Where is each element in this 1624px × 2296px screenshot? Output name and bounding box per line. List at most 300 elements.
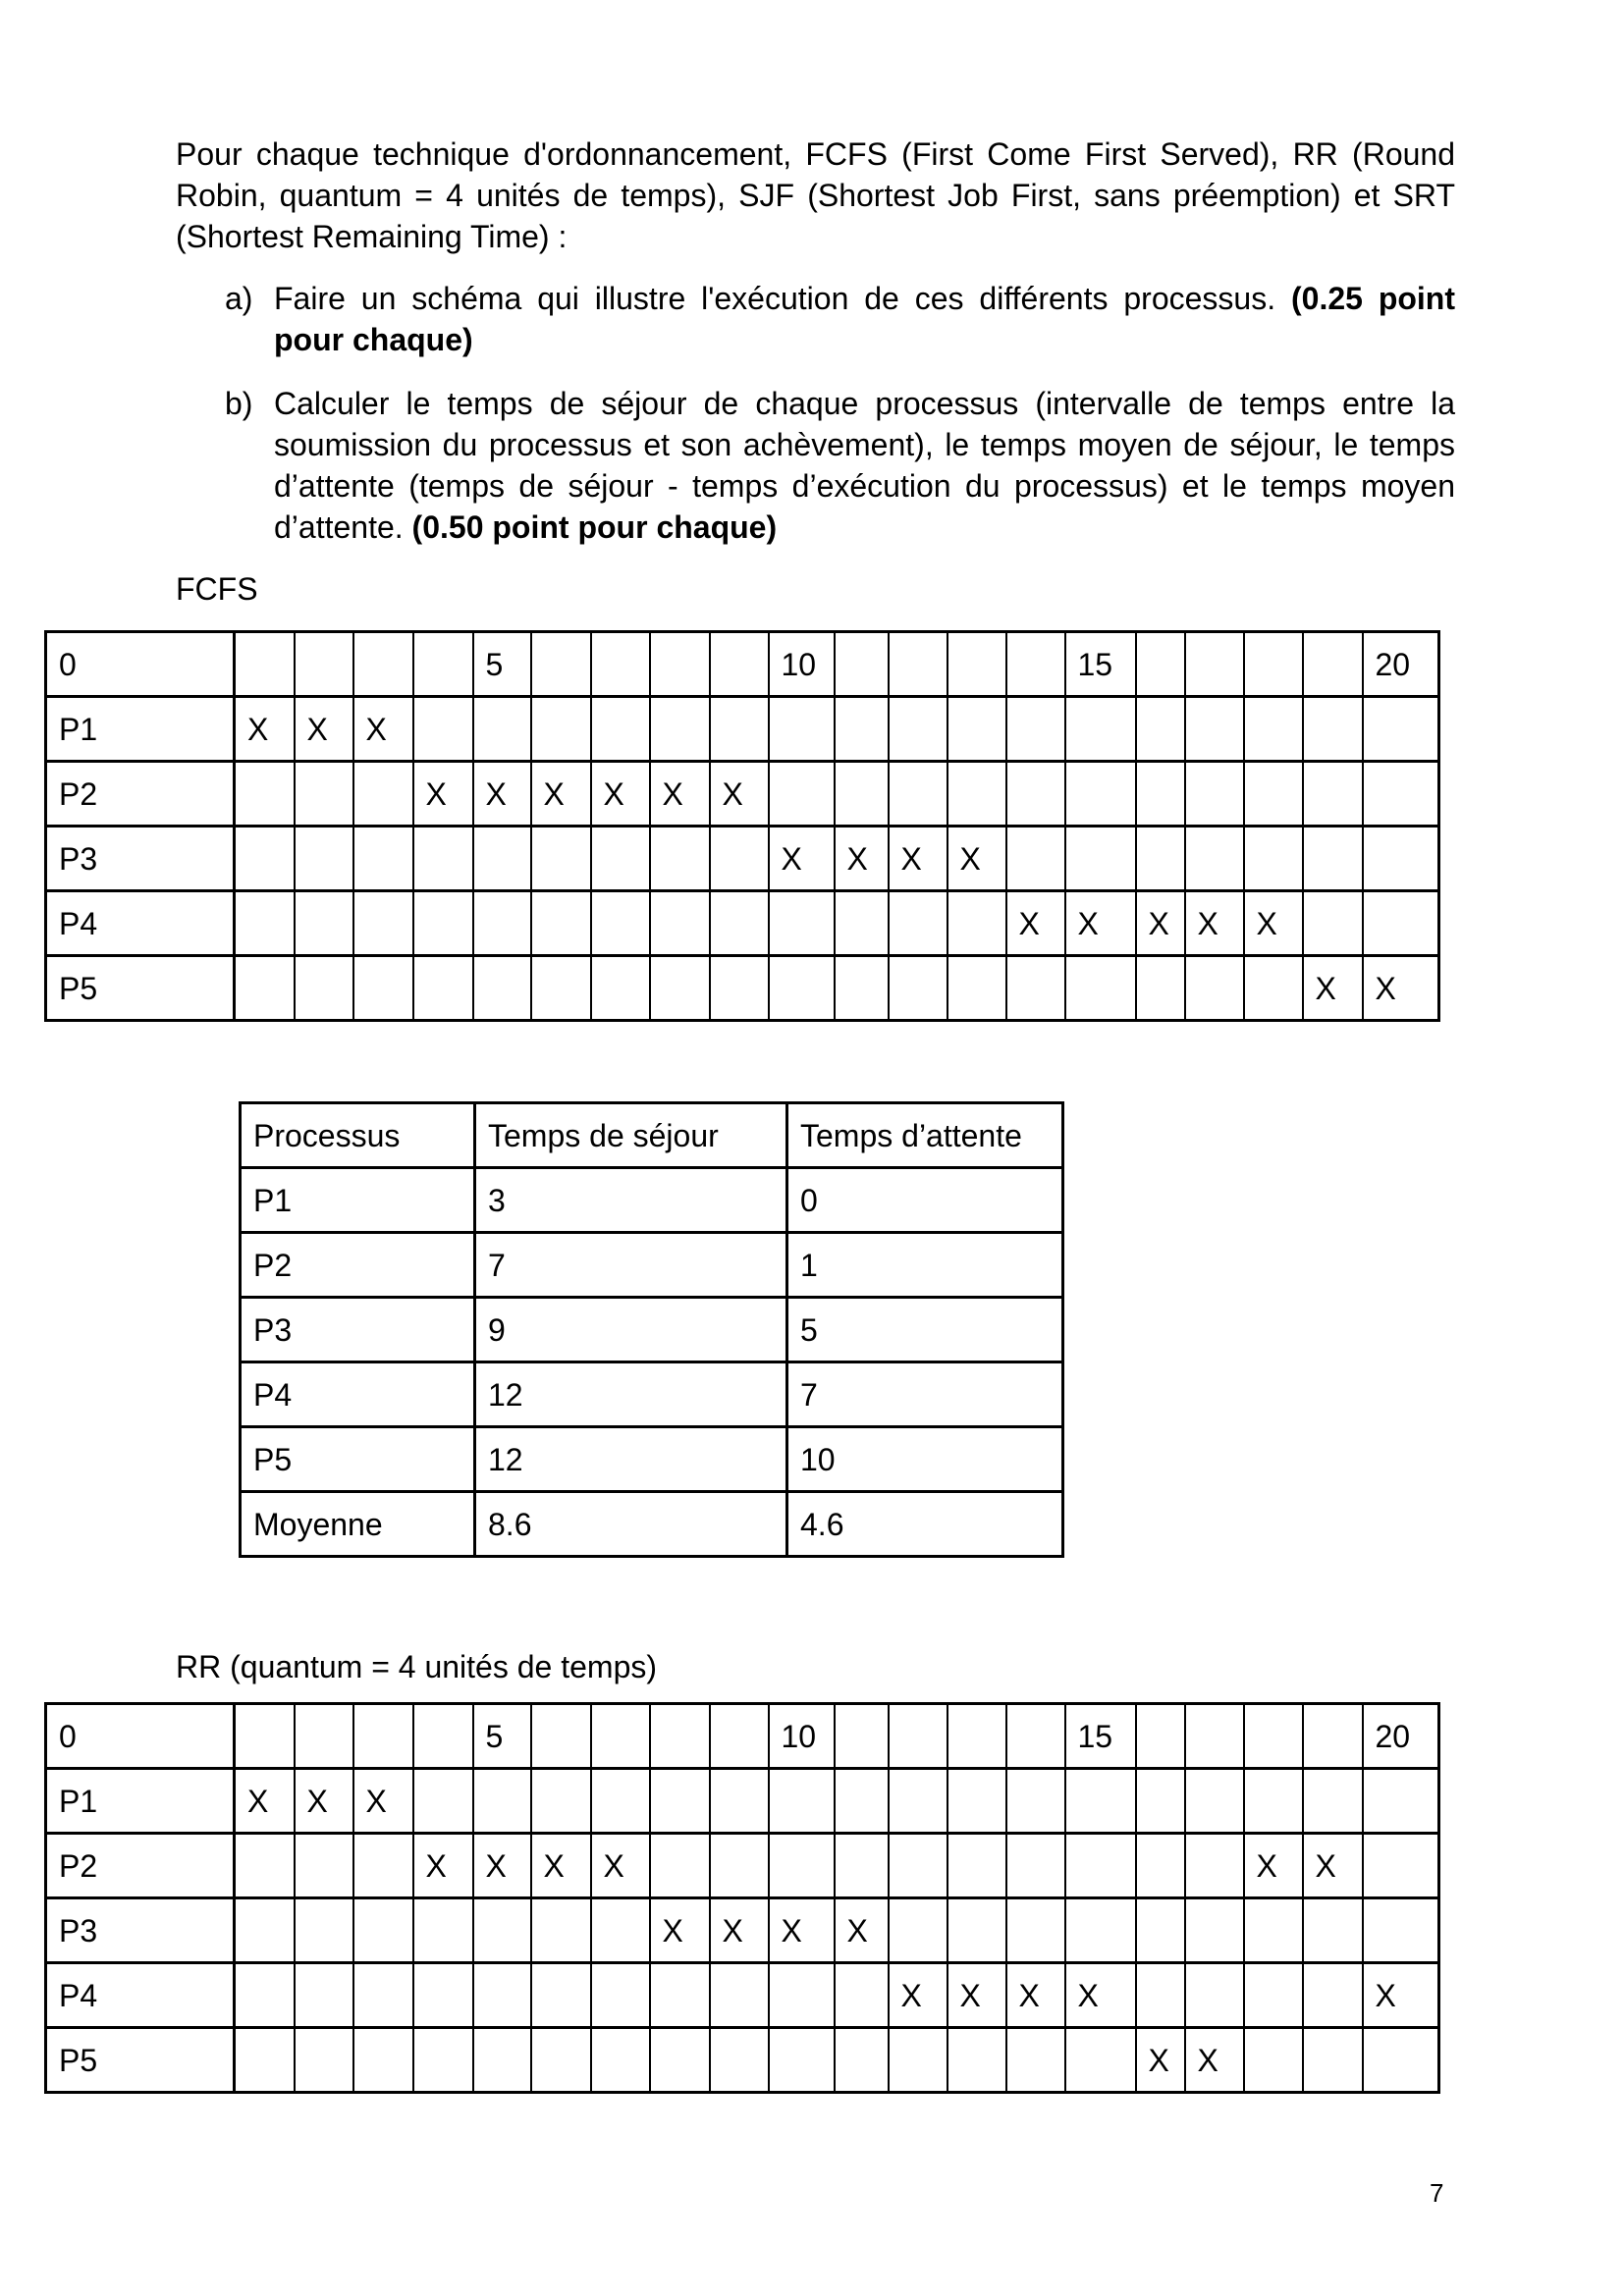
execution-cell [1136, 697, 1185, 762]
time-tick [591, 632, 650, 697]
question-b-points: (0.50 point pour chaque) [411, 509, 778, 545]
execution-cell [1363, 697, 1439, 762]
execution-cell [473, 891, 531, 956]
process-name: P2 [241, 1233, 475, 1298]
execution-cell [413, 956, 473, 1021]
time-tick [1006, 1704, 1065, 1769]
execution-cell [1006, 697, 1065, 762]
execution-cell [353, 827, 413, 891]
execution-cell [1303, 2028, 1363, 2093]
execution-cell: X [889, 827, 947, 891]
time-tick [591, 1704, 650, 1769]
execution-cell [1065, 1769, 1136, 1834]
execution-cell [295, 2028, 353, 2093]
execution-cell: X [1363, 1963, 1439, 2028]
time-tick [710, 632, 769, 697]
process-label: P3 [46, 827, 235, 891]
execution-cell [1363, 1769, 1439, 1834]
execution-cell [1244, 1898, 1303, 1963]
time-tick [835, 1704, 889, 1769]
execution-cell: X [295, 697, 353, 762]
execution-cell [413, 827, 473, 891]
execution-cell [1244, 1963, 1303, 2028]
time-tick: 5 [473, 1704, 531, 1769]
execution-cell: X [1065, 1963, 1136, 2028]
process-row [46, 956, 1439, 1021]
execution-cell [650, 2028, 710, 2093]
average-label: Moyenne [241, 1492, 475, 1557]
execution-cell: X [1136, 891, 1185, 956]
execution-cell [1006, 762, 1065, 827]
execution-cell: X [947, 827, 1006, 891]
time-tick [353, 632, 413, 697]
time-tick [295, 632, 353, 697]
execution-cell: X [1303, 956, 1363, 1021]
execution-cell [473, 956, 531, 1021]
execution-cell: X [473, 762, 531, 827]
time-tick [650, 1704, 710, 1769]
execution-cell [1136, 1769, 1185, 1834]
execution-cell [1303, 1769, 1363, 1834]
time-tick: 5 [473, 632, 531, 697]
process-label: P5 [46, 2028, 235, 2093]
execution-cell: X [413, 762, 473, 827]
execution-cell [1065, 1898, 1136, 1963]
time-tick [650, 632, 710, 697]
attente-value: 0 [787, 1168, 1063, 1233]
process-row [46, 2028, 1439, 2093]
execution-cell [353, 1834, 413, 1898]
execution-cell [835, 2028, 889, 2093]
execution-cell: X [710, 762, 769, 827]
results-header-row [241, 1103, 1063, 1168]
sejour-value: 12 [475, 1362, 787, 1427]
execution-cell [235, 1834, 295, 1898]
average-sejour: 8.6 [475, 1492, 787, 1557]
question-a-points: (0.25 point pour chaque) [274, 281, 1456, 357]
execution-cell [1185, 1898, 1244, 1963]
page-number: 7 [1430, 2178, 1444, 2208]
time-tick: 20 [1363, 632, 1439, 697]
time-tick [1303, 632, 1363, 697]
execution-cell [1303, 1898, 1363, 1963]
process-row [46, 697, 1439, 762]
process-row [46, 1834, 1439, 1898]
process-name: P1 [241, 1168, 475, 1233]
execution-cell [591, 2028, 650, 2093]
execution-cell [947, 956, 1006, 1021]
execution-cell [835, 1963, 889, 2028]
execution-cell [353, 1898, 413, 1963]
time-tick [1244, 632, 1303, 697]
header-temps-attente: Temps d’attente [787, 1103, 1063, 1168]
attente-value: 10 [787, 1427, 1063, 1492]
execution-cell: X [473, 1834, 531, 1898]
execution-cell [1185, 1834, 1244, 1898]
question-a-text: Faire un schéma qui illustre l'exécution de ces différents processus. [274, 281, 1291, 316]
process-label: P3 [46, 1898, 235, 1963]
time-tick [531, 1704, 591, 1769]
execution-cell [1006, 827, 1065, 891]
time-tick [531, 632, 591, 697]
average-attente: 4.6 [787, 1492, 1063, 1557]
time-tick [710, 1704, 769, 1769]
execution-cell [835, 1769, 889, 1834]
time-tick [295, 1704, 353, 1769]
header-processus: Processus [241, 1103, 475, 1168]
process-row [46, 762, 1439, 827]
execution-cell [473, 1898, 531, 1963]
execution-cell [295, 827, 353, 891]
fcfs-results-table [239, 1101, 1064, 1558]
question-a-body [274, 278, 1455, 360]
execution-cell: X [1006, 891, 1065, 956]
attente-value: 7 [787, 1362, 1063, 1427]
execution-cell [650, 697, 710, 762]
process-row [46, 1963, 1439, 2028]
execution-cell [889, 1834, 947, 1898]
execution-cell [889, 2028, 947, 2093]
execution-cell [531, 891, 591, 956]
rr-label: RR (quantum = 4 unités de temps) [176, 1649, 658, 1684]
execution-cell: X [889, 1963, 947, 2028]
question-b-body [274, 383, 1455, 548]
execution-cell [473, 2028, 531, 2093]
execution-cell [769, 762, 835, 827]
question-a-marker: a) [225, 281, 253, 316]
execution-cell [710, 827, 769, 891]
time-tick [1303, 1704, 1363, 1769]
execution-cell [591, 1769, 650, 1834]
time-tick [235, 1704, 295, 1769]
execution-cell [295, 1963, 353, 2028]
execution-cell [769, 1769, 835, 1834]
process-label: P5 [46, 956, 235, 1021]
table-row [241, 1362, 1063, 1427]
execution-cell [947, 1769, 1006, 1834]
execution-cell: X [531, 762, 591, 827]
execution-cell [650, 1769, 710, 1834]
question-b [225, 383, 1455, 548]
question-b-marker: b) [225, 386, 253, 421]
execution-cell [710, 956, 769, 1021]
question-a [225, 278, 1455, 360]
time-tick: 10 [769, 1704, 835, 1769]
execution-cell [650, 1834, 710, 1898]
process-label: P4 [46, 1963, 235, 2028]
execution-cell [650, 891, 710, 956]
execution-cell: X [591, 1834, 650, 1898]
time-tick [235, 632, 295, 697]
time-tick [413, 1704, 473, 1769]
execution-cell [531, 1769, 591, 1834]
execution-cell [295, 956, 353, 1021]
execution-cell [1136, 827, 1185, 891]
execution-cell: X [1065, 891, 1136, 956]
execution-cell [769, 1834, 835, 1898]
execution-cell [1244, 827, 1303, 891]
execution-cell [591, 827, 650, 891]
execution-cell: X [1185, 2028, 1244, 2093]
table-row [241, 1427, 1063, 1492]
intro-paragraph: Pour chaque technique d'ordonnancement, FCFS (First Come First Served), RR (Round Robin, quantum = 4 unités de temps), SJF (Shortest Job First, sans préemption) et SRT (Shortest Remaining Time) : [176, 136, 1455, 254]
execution-cell [353, 956, 413, 1021]
execution-cell: X [710, 1898, 769, 1963]
execution-cell [1136, 956, 1185, 1021]
sejour-value: 12 [475, 1427, 787, 1492]
execution-cell [1006, 956, 1065, 1021]
execution-cell [235, 2028, 295, 2093]
time-tick [1244, 1704, 1303, 1769]
question-b-text: Calculer le temps de séjour de chaque processus (intervalle de temps entre la soumission du processus et son achèvement), le temps moyen de séjour, le temps d’attente (temps de séjour - temps d’exécution du processus) et le temps moyen d’attente. [274, 386, 1455, 545]
execution-cell [835, 956, 889, 1021]
fcfs-gantt-table [44, 630, 1440, 1022]
time-tick [413, 632, 473, 697]
execution-cell [1065, 827, 1136, 891]
sejour-value: 7 [475, 1233, 787, 1298]
execution-cell [710, 891, 769, 956]
execution-cell [353, 1963, 413, 2028]
execution-cell [591, 891, 650, 956]
execution-cell: X [650, 1898, 710, 1963]
execution-cell [1363, 762, 1439, 827]
execution-cell [353, 2028, 413, 2093]
sejour-value: 9 [475, 1298, 787, 1362]
execution-cell: X [235, 697, 295, 762]
execution-cell [1185, 1769, 1244, 1834]
execution-cell [1065, 2028, 1136, 2093]
execution-cell [531, 956, 591, 1021]
execution-cell [1303, 827, 1363, 891]
execution-cell [1185, 956, 1244, 1021]
execution-cell [591, 697, 650, 762]
execution-cell [1363, 891, 1439, 956]
execution-cell [1244, 697, 1303, 762]
process-label: P2 [46, 1834, 235, 1898]
execution-cell [1363, 2028, 1439, 2093]
time-tick [1185, 632, 1244, 697]
time-tick [1136, 632, 1185, 697]
time-tick: 0 [46, 1704, 235, 1769]
process-name: P5 [241, 1427, 475, 1492]
process-row [46, 827, 1439, 891]
execution-cell [889, 956, 947, 1021]
process-row [46, 1898, 1439, 1963]
execution-cell [1244, 956, 1303, 1021]
execution-cell [769, 697, 835, 762]
execution-cell [889, 891, 947, 956]
execution-cell [889, 697, 947, 762]
execution-cell [1244, 1769, 1303, 1834]
execution-cell: X [1185, 891, 1244, 956]
time-tick: 15 [1065, 1704, 1136, 1769]
process-label: P2 [46, 762, 235, 827]
execution-cell [947, 697, 1006, 762]
execution-cell [710, 1963, 769, 2028]
execution-cell: X [591, 762, 650, 827]
execution-cell [769, 891, 835, 956]
execution-cell [1363, 1898, 1439, 1963]
execution-cell [947, 891, 1006, 956]
execution-cell: X [769, 827, 835, 891]
execution-cell: X [1303, 1834, 1363, 1898]
time-tick: 10 [769, 632, 835, 697]
table-row [241, 1168, 1063, 1233]
execution-cell [835, 1834, 889, 1898]
time-axis-row [46, 632, 1439, 697]
execution-cell [710, 697, 769, 762]
process-name: P4 [241, 1362, 475, 1427]
execution-cell: X [1363, 956, 1439, 1021]
execution-cell [413, 1898, 473, 1963]
execution-cell [650, 1963, 710, 2028]
execution-cell [889, 762, 947, 827]
execution-cell [353, 762, 413, 827]
header-temps-sejour: Temps de séjour [475, 1103, 787, 1168]
execution-cell [295, 1898, 353, 1963]
process-label: P1 [46, 1769, 235, 1834]
fcfs-label: FCFS [176, 571, 258, 607]
process-row [46, 891, 1439, 956]
table-row [241, 1233, 1063, 1298]
execution-cell [947, 2028, 1006, 2093]
process-row [46, 1769, 1439, 1834]
execution-cell [1303, 891, 1363, 956]
execution-cell: X [353, 1769, 413, 1834]
execution-cell [1006, 1898, 1065, 1963]
execution-cell [1136, 1963, 1185, 2028]
execution-cell [531, 827, 591, 891]
execution-cell [413, 1963, 473, 2028]
execution-cell [1136, 762, 1185, 827]
execution-cell: X [947, 1963, 1006, 2028]
execution-cell [591, 1898, 650, 1963]
execution-cell [947, 762, 1006, 827]
execution-cell [235, 762, 295, 827]
execution-cell: X [353, 697, 413, 762]
execution-cell [1303, 1963, 1363, 2028]
execution-cell [295, 891, 353, 956]
execution-cell [835, 762, 889, 827]
execution-cell [650, 956, 710, 1021]
execution-cell [835, 891, 889, 956]
attente-value: 1 [787, 1233, 1063, 1298]
execution-cell [531, 1898, 591, 1963]
time-tick [1185, 1704, 1244, 1769]
execution-cell [235, 1898, 295, 1963]
time-tick [835, 632, 889, 697]
execution-cell [473, 827, 531, 891]
execution-cell [1136, 1834, 1185, 1898]
average-row [241, 1492, 1063, 1557]
attente-value: 5 [787, 1298, 1063, 1362]
execution-cell [1303, 762, 1363, 827]
execution-cell [1185, 1963, 1244, 2028]
execution-cell [1244, 2028, 1303, 2093]
execution-cell [1065, 697, 1136, 762]
execution-cell: X [413, 1834, 473, 1898]
execution-cell [947, 1834, 1006, 1898]
execution-cell [889, 1769, 947, 1834]
execution-cell [1065, 762, 1136, 827]
time-tick [947, 1704, 1006, 1769]
process-label: P4 [46, 891, 235, 956]
time-tick: 15 [1065, 632, 1136, 697]
execution-cell [531, 1963, 591, 2028]
execution-cell [769, 956, 835, 1021]
time-tick: 0 [46, 632, 235, 697]
table-row [241, 1298, 1063, 1362]
execution-cell [295, 1834, 353, 1898]
execution-cell [650, 827, 710, 891]
execution-cell [1006, 1834, 1065, 1898]
execution-cell [473, 1769, 531, 1834]
execution-cell [1006, 2028, 1065, 2093]
time-tick [353, 1704, 413, 1769]
rr-gantt-table [44, 1702, 1440, 2094]
execution-cell [235, 891, 295, 956]
execution-cell [1303, 697, 1363, 762]
execution-cell [473, 697, 531, 762]
execution-cell: X [835, 1898, 889, 1963]
execution-cell: X [235, 1769, 295, 1834]
execution-cell [591, 1963, 650, 2028]
execution-cell [1136, 1898, 1185, 1963]
execution-cell [835, 697, 889, 762]
execution-cell [413, 891, 473, 956]
execution-cell [889, 1898, 947, 1963]
execution-cell: X [1244, 1834, 1303, 1898]
execution-cell [413, 2028, 473, 2093]
execution-cell [1244, 762, 1303, 827]
sejour-value: 3 [475, 1168, 787, 1233]
execution-cell [1065, 1834, 1136, 1898]
execution-cell [235, 956, 295, 1021]
execution-cell [1185, 762, 1244, 827]
execution-cell [1363, 1834, 1439, 1898]
execution-cell: X [835, 827, 889, 891]
execution-cell: X [1244, 891, 1303, 956]
time-tick [1006, 632, 1065, 697]
execution-cell [769, 2028, 835, 2093]
execution-cell [413, 697, 473, 762]
process-label: P1 [46, 697, 235, 762]
execution-cell [710, 2028, 769, 2093]
execution-cell [531, 2028, 591, 2093]
execution-cell [1065, 956, 1136, 1021]
execution-cell [1006, 1769, 1065, 1834]
execution-cell [947, 1898, 1006, 1963]
execution-cell: X [1136, 2028, 1185, 2093]
execution-cell [235, 1963, 295, 2028]
execution-cell [1363, 827, 1439, 891]
execution-cell [531, 697, 591, 762]
execution-cell [353, 891, 413, 956]
execution-cell: X [1006, 1963, 1065, 2028]
execution-cell [1185, 697, 1244, 762]
execution-cell: X [650, 762, 710, 827]
time-tick [1136, 1704, 1185, 1769]
execution-cell [1185, 827, 1244, 891]
time-axis-row [46, 1704, 1439, 1769]
execution-cell [710, 1834, 769, 1898]
execution-cell: X [769, 1898, 835, 1963]
execution-cell [413, 1769, 473, 1834]
time-tick [889, 1704, 947, 1769]
execution-cell [235, 827, 295, 891]
execution-cell [473, 1963, 531, 2028]
time-tick [889, 632, 947, 697]
